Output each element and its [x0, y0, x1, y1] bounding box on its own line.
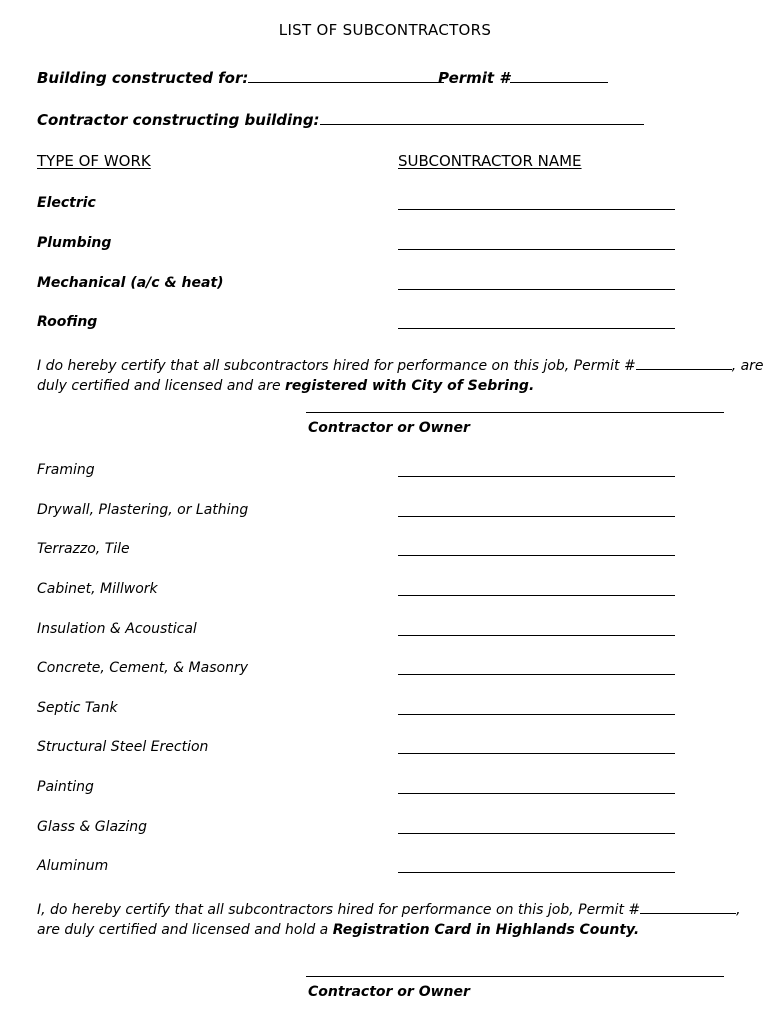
subcontractor-input-septic[interactable] — [398, 714, 675, 715]
subcontractor-input-framing[interactable] — [398, 476, 675, 477]
permit-number-input[interactable] — [510, 68, 608, 83]
cert-permit-input-2[interactable] — [640, 899, 736, 914]
signature-line-1[interactable] — [306, 412, 724, 413]
subcontractor-name-header: SUBCONTRACTOR NAME — [398, 152, 582, 170]
cert-text: , are — [731, 358, 764, 374]
type-of-work-header: TYPE OF WORK — [37, 152, 151, 170]
work-type-cabinet: Cabinet, Millwork — [37, 581, 158, 597]
cert-text: I do hereby certify that all subcontractors hired for performance on this job, Permit # — [37, 358, 636, 374]
contractor-label: Contractor constructing building: — [37, 111, 320, 129]
building-constructed-for-label: Building constructed for: — [37, 69, 249, 87]
work-type-concrete: Concrete, Cement, & Masonry — [37, 660, 248, 676]
subcontractor-input-electric[interactable] — [398, 209, 675, 210]
cert-emphasis: Registration Card in Highlands County — [332, 922, 634, 938]
permit-number-label: Permit # — [438, 69, 510, 87]
work-type-insulation: Insulation & Acoustical — [37, 621, 197, 637]
cert-permit-input[interactable] — [636, 355, 732, 370]
work-type-aluminum: Aluminum — [37, 858, 109, 874]
work-type-mechanical: Mechanical (a/c & heat) — [37, 275, 224, 291]
work-type-roofing: Roofing — [37, 314, 98, 330]
building-constructed-for-field — [37, 68, 444, 87]
work-type-painting: Painting — [37, 779, 94, 795]
work-type-glass: Glass & Glazing — [37, 819, 148, 835]
work-type-terrazzo: Terrazzo, Tile — [37, 541, 130, 557]
subcontractor-input-aluminum[interactable] — [398, 872, 675, 873]
cert-text: . — [528, 378, 535, 394]
building-constructed-for-input[interactable] — [248, 68, 444, 83]
subcontractor-input-plumbing[interactable] — [398, 249, 675, 250]
cert-text: , — [736, 902, 741, 918]
subcontractor-input-steel[interactable] — [398, 753, 675, 754]
cert-text: are duly certified and licensed and hold a — [37, 922, 333, 938]
work-type-framing: Framing — [37, 462, 95, 478]
permit-number-field — [438, 68, 608, 87]
work-type-drywall: Drywall, Plastering, or Lathing — [37, 502, 249, 518]
subcontractor-input-painting[interactable] — [398, 793, 675, 794]
subcontractor-input-terrazzo[interactable] — [398, 555, 675, 556]
work-type-electric: Electric — [37, 195, 96, 211]
page-title: LIST OF SUBCONTRACTORS — [278, 21, 492, 39]
subcontractor-input-concrete[interactable] — [398, 674, 675, 675]
subcontractor-input-mechanical[interactable] — [398, 289, 675, 290]
work-type-septic: Septic Tank — [37, 700, 118, 716]
cert-text: duly certified and licensed and are — [37, 378, 286, 394]
certification-statement-county — [37, 899, 741, 940]
subcontractor-input-insulation[interactable] — [398, 635, 675, 636]
subcontractor-input-roofing[interactable] — [398, 328, 675, 329]
subcontractor-input-glass[interactable] — [398, 833, 675, 834]
signature-label-1: Contractor or Owner — [308, 420, 470, 436]
cert-text: . — [633, 922, 640, 938]
signature-label-2: Contractor or Owner — [308, 984, 470, 1000]
signature-line-2[interactable] — [306, 976, 724, 977]
subcontractor-input-cabinet[interactable] — [398, 595, 675, 596]
work-type-plumbing: Plumbing — [37, 235, 112, 251]
cert-emphasis: registered with City of Sebring — [285, 378, 529, 394]
subcontractor-input-drywall[interactable] — [398, 516, 675, 517]
work-type-steel: Structural Steel Erection — [37, 739, 209, 755]
contractor-input[interactable] — [320, 110, 644, 125]
cert-text: I, do hereby certify that all subcontractors hired for performance on this job, Permit # — [37, 902, 641, 918]
certification-statement-city — [37, 355, 764, 396]
contractor-field — [37, 110, 644, 129]
